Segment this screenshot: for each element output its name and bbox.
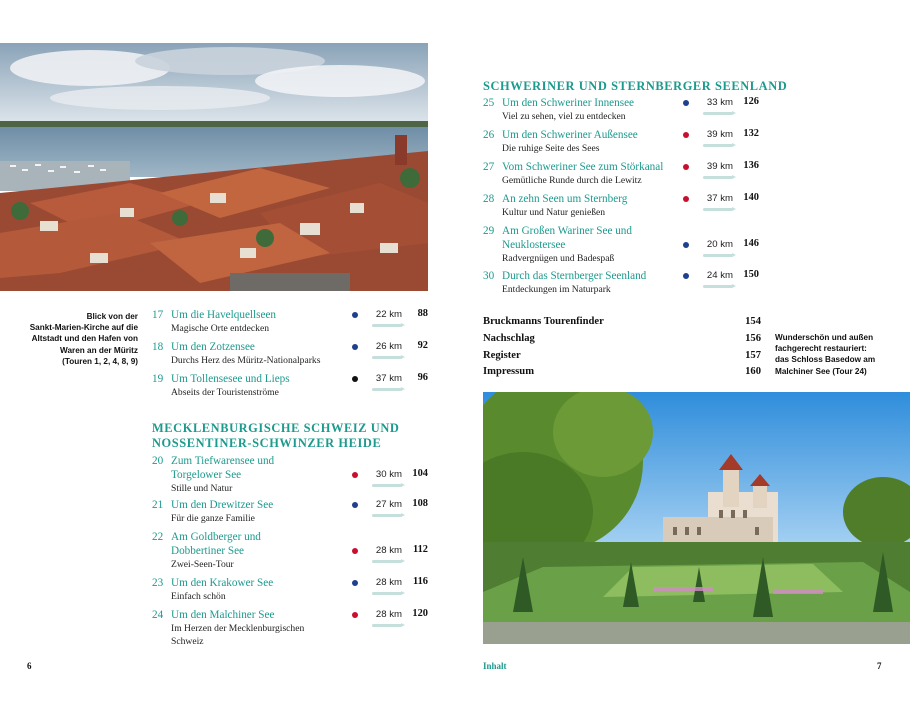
elevation-arrow-icon [372, 484, 402, 487]
tour-title [171, 530, 356, 558]
tour-page-number: 112 [412, 544, 428, 555]
tour-page-number: 108 [412, 498, 428, 509]
tour-page-number: 96 [417, 372, 428, 383]
elevation-arrow-icon [372, 624, 402, 627]
tour-title-line: Durch das Sternberger Seenland [502, 270, 647, 282]
extra-page-number: 157 [745, 350, 761, 361]
tour-title [171, 372, 356, 386]
extra-label: Bruckmanns Tourenfinder [483, 316, 604, 327]
difficulty-dot-icon [352, 312, 358, 318]
tour-title [502, 224, 687, 252]
photo-waren-mueritz [0, 43, 428, 291]
tour-subtitle-line: Im Herzen der Mecklenburgischen [171, 623, 305, 634]
tour-title [171, 340, 356, 354]
page-number-left: 6 [27, 661, 32, 671]
tour-subtitle [171, 354, 361, 367]
extra-label: Nachschlag [483, 333, 535, 344]
tour-number: 20 [152, 455, 164, 467]
caption-waren: Blick von der Sankt-Marien-Kirche auf die Altstadt und den Hafen von Waren an der Müritz (Touren 1, 2, 4, 8, 9) [29, 312, 138, 366]
tour-subtitle [171, 386, 361, 399]
tour-subtitle [171, 482, 361, 495]
elevation-arrow-icon [703, 208, 733, 211]
elevation-arrow-icon [703, 285, 733, 288]
tour-number: 19 [152, 373, 164, 385]
difficulty-dot-icon [352, 580, 358, 586]
tour-distance: 20 km [706, 239, 733, 250]
tour-number: 24 [152, 609, 164, 621]
tour-title-line: Um die Havelquellseen [171, 309, 277, 321]
elevation-arrow-icon [703, 144, 733, 147]
tour-subtitle-line: Viel zu sehen, viel zu entdecken [502, 111, 626, 122]
tour-number: 28 [483, 193, 495, 205]
elevation-arrow-icon [703, 254, 733, 257]
tour-page-number: 136 [743, 160, 759, 171]
tour-subtitle-line: Durchs Herz des Müritz-Nationalparks [171, 355, 321, 366]
tour-distance: 28 km [375, 545, 402, 556]
tour-title [171, 308, 356, 322]
tour-title [502, 96, 687, 110]
tour-subtitle-line: Abseits der Touristenströme [171, 387, 279, 398]
tour-subtitle [502, 252, 692, 265]
tour-distance: 37 km [706, 193, 733, 204]
tour-subtitle [502, 206, 692, 219]
tour-number: 18 [152, 341, 164, 353]
tour-page-number: 120 [412, 608, 428, 619]
tour-title [171, 576, 356, 590]
elevation-arrow-icon [703, 112, 733, 115]
tour-subtitle-line: Stille und Natur [171, 483, 233, 494]
caption-basedow: Wunderschön und außen fachgerecht restauriert: das Schloss Basedow am Malchiner See (Tour 24) [775, 333, 876, 376]
tour-title-line: Am Großen Wariner See und [502, 225, 632, 237]
tour-subtitle-line: Die ruhige Seite des Sees [502, 143, 600, 154]
section-title-schwerin: SCHWERINER UND STERNBERGER SEENLAND [483, 79, 788, 93]
tour-subtitle [171, 622, 361, 648]
tour-number: 29 [483, 225, 495, 237]
difficulty-dot-icon [683, 242, 689, 248]
tour-title-line: Torgelower See [171, 469, 242, 481]
tour-number: 26 [483, 129, 495, 141]
extra-page-number: 156 [745, 333, 761, 344]
tour-page-number: 116 [412, 576, 428, 587]
difficulty-dot-icon [683, 132, 689, 138]
tour-title-line: Dobbertiner See [171, 545, 245, 557]
tour-distance: 37 km [375, 373, 402, 384]
difficulty-dot-icon [683, 164, 689, 170]
photo-schloss-basedow [483, 392, 910, 644]
tour-subtitle [502, 174, 692, 187]
elevation-arrow-icon [703, 176, 733, 179]
difficulty-dot-icon [352, 612, 358, 618]
tour-title [502, 128, 687, 142]
tour-title-line: Neuklostersee [502, 239, 566, 251]
tour-subtitle-line: Kultur und Natur genießen [502, 207, 606, 218]
tour-page-number: 126 [743, 96, 759, 107]
tour-number: 17 [152, 309, 164, 321]
tour-distance: 30 km [375, 469, 402, 480]
tour-title-line: Zum Tiefwarensee und [171, 455, 275, 467]
tour-page-number: 146 [743, 238, 759, 249]
tour-title-line: Um den Zotzensee [171, 341, 255, 353]
tour-distance: 39 km [706, 129, 733, 140]
section-title-mecklenburg: MECKLENBURGISCHE SCHWEIZ UND NOSSENTINER-SCHWINZER HEIDE [152, 421, 400, 450]
page-number-right: 7 [877, 661, 882, 671]
elevation-arrow-icon [372, 388, 402, 391]
tour-title-line: Um Tollensesee und Lieps [171, 373, 290, 385]
tour-page-number: 104 [412, 468, 428, 479]
tour-number: 22 [152, 531, 164, 543]
tour-title [502, 160, 687, 174]
difficulty-dot-icon [352, 502, 358, 508]
elevation-arrow-icon [372, 560, 402, 563]
tour-subtitle [171, 590, 361, 603]
tour-title-line: Um den Schweriner Außensee [502, 129, 638, 141]
tour-page-number: 132 [743, 128, 759, 139]
difficulty-dot-icon [683, 100, 689, 106]
difficulty-dot-icon [352, 548, 358, 554]
tour-distance: 22 km [375, 309, 402, 320]
tour-distance: 33 km [706, 97, 733, 108]
difficulty-dot-icon [352, 376, 358, 382]
tour-title-line: Um den Krakower See [171, 577, 274, 589]
tour-number: 25 [483, 97, 495, 109]
running-head: Inhalt [483, 661, 507, 671]
elevation-arrow-icon [372, 592, 402, 595]
tour-number: 27 [483, 161, 495, 173]
tour-subtitle-line: Radvergnügen und Badespaß [502, 253, 615, 264]
tour-page-number: 150 [743, 269, 759, 280]
difficulty-dot-icon [683, 273, 689, 279]
elevation-arrow-icon [372, 356, 402, 359]
tour-subtitle [171, 558, 361, 571]
elevation-arrow-icon [372, 324, 402, 327]
tour-subtitle-line: Entdeckungen im Naturpark [502, 284, 611, 295]
tour-title-line: Um den Drewitzer See [171, 499, 274, 511]
tour-distance: 27 km [375, 499, 402, 510]
tour-subtitle-line: Einfach schön [171, 591, 226, 602]
tour-title [171, 608, 356, 622]
tour-title [502, 192, 687, 206]
tour-title [171, 454, 356, 482]
difficulty-dot-icon [352, 344, 358, 350]
tour-distance: 28 km [375, 577, 402, 588]
tour-subtitle-line: Schweiz [171, 636, 204, 647]
elevation-arrow-icon [372, 514, 402, 517]
tour-number: 23 [152, 577, 164, 589]
difficulty-dot-icon [352, 472, 358, 478]
tour-title-line: Vom Schweriner See zum Störkanal [502, 161, 664, 173]
tour-distance: 26 km [375, 341, 402, 352]
tour-page-number: 88 [417, 308, 428, 319]
tour-subtitle-line: Für die ganze Familie [171, 513, 255, 524]
tour-distance: 24 km [706, 270, 733, 281]
tour-page-number: 92 [417, 340, 428, 351]
tour-subtitle [502, 283, 692, 296]
difficulty-dot-icon [683, 196, 689, 202]
extra-page-number: 154 [745, 316, 761, 327]
tour-distance: 39 km [706, 161, 733, 172]
tour-title [502, 269, 687, 283]
tour-subtitle-line: Zwei-Seen-Tour [171, 559, 234, 570]
extra-page-number: 160 [745, 366, 761, 377]
tour-subtitle-line: Magische Orte entdecken [171, 323, 270, 334]
tour-subtitle [502, 110, 692, 123]
tour-subtitle [171, 322, 361, 335]
tour-subtitle [502, 142, 692, 155]
tour-number: 30 [483, 270, 495, 282]
tour-page-number: 140 [743, 192, 759, 203]
tour-subtitle-line: Gemütliche Runde durch die Lewitz [502, 175, 642, 186]
tour-title-line: Um den Schweriner Innensee [502, 97, 635, 109]
extra-label: Register [483, 350, 521, 361]
tour-title-line: An zehn Seen um Sternberg [502, 193, 628, 205]
tour-title [171, 498, 356, 512]
tour-title-line: Um den Malchiner See [171, 609, 275, 621]
tour-number: 21 [152, 499, 164, 511]
tour-subtitle [171, 512, 361, 525]
tour-title-line: Am Goldberger und [171, 531, 261, 543]
tour-distance: 28 km [375, 609, 402, 620]
extra-label: Impressum [483, 366, 535, 377]
